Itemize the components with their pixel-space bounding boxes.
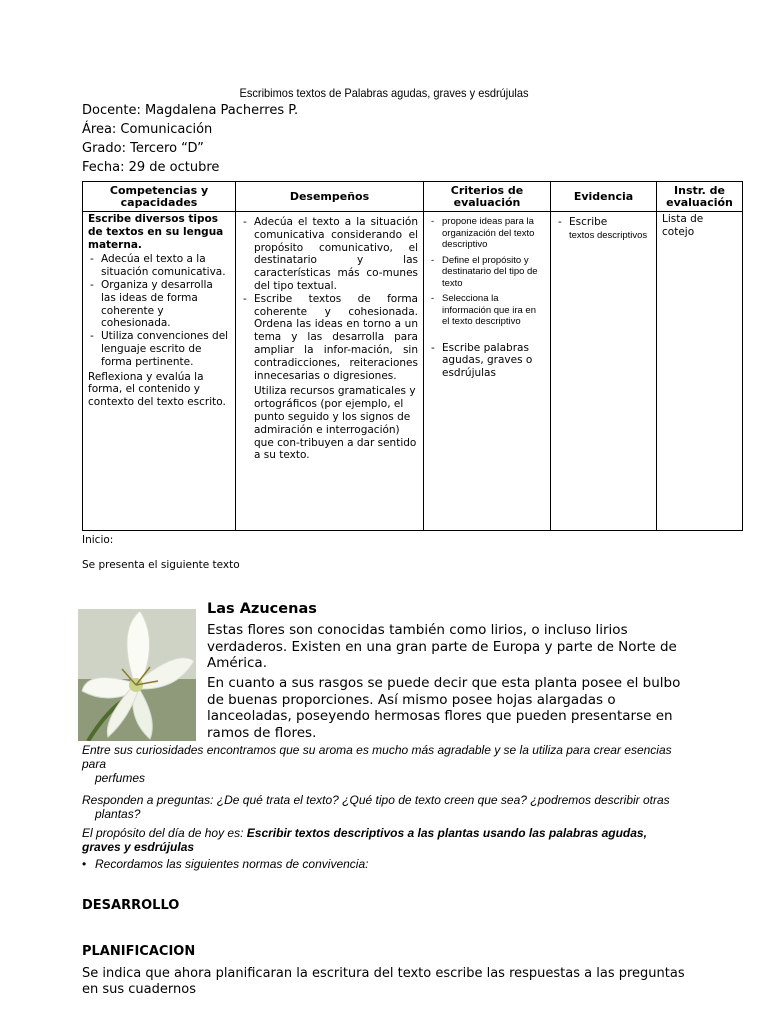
evidencia-list xyxy=(556,216,651,242)
story-paragraph-1: Estas flores son conocidas también como lirios, o incluso lirios verdaderos. Existen en una gran parte de Europa y parte de Norte de América. xyxy=(207,622,677,671)
curiosidades-line-1: Entre sus curiosidades encontramos que su aroma es mucho más agradable y se la utiliza para crear esencias para xyxy=(82,743,672,771)
preguntas-line-1: Responden a preguntas: ¿De qué trata el texto? ¿Qué tipo de texto creen que sea? ¿podremos describir otras xyxy=(82,793,670,807)
capacidades-list xyxy=(88,253,230,368)
header-desempenos: Desempeños xyxy=(236,182,424,212)
list-item: - propone ideas para la organización del texto descriptivo xyxy=(429,216,545,251)
proposito-prefix: El propósito del día de hoy es: xyxy=(82,826,247,840)
header-criterios: Criterios de evaluación xyxy=(424,182,551,212)
list-item xyxy=(556,216,651,242)
preguntas-text xyxy=(82,793,682,821)
header-evidencia: Evidencia xyxy=(551,182,657,212)
header-instrumento: Instr. de evaluación xyxy=(657,182,743,212)
story-paragraph-2: En cuanto a sus rasgos se puede decir que esta planta posee el bulbo de buenas proporciones. Así mismo posee hojas alargadas o lanceoladas, poseyendo hermosas flores que pueden presentarse en ramos de flores. xyxy=(207,675,681,741)
planning-table xyxy=(82,181,743,531)
list-item: - Adecúa el texto a la situación comunicativa. xyxy=(88,253,230,279)
inicio-label: Inicio: xyxy=(82,534,114,546)
grado-line: Grado: Tercero “D” xyxy=(82,141,204,156)
evidencia-small: textos descriptivos xyxy=(569,229,648,241)
desempenos-list xyxy=(241,216,418,382)
preguntas-line-2: plantas? xyxy=(95,807,141,821)
desempeno-extra: Utiliza recursos gramaticales y ortográficos (por ejemplo, el punto seguido y los signos de admiración e interrogación) que con-tribuyen a dar sentido a su texto. xyxy=(254,385,417,462)
fecha-line: Fecha: 29 de octubre xyxy=(82,160,220,175)
list-item: - Organiza y desarrolla las ideas de forma coherente y cohesionada. xyxy=(88,279,230,330)
normas-text: Recordamos las siguientes normas de convivencia: xyxy=(95,857,369,871)
list-item: - Selecciona la información que ira en el texto descriptivo xyxy=(429,293,545,328)
header-competencias: Competencias y capacidades xyxy=(83,182,236,212)
list-item: - Escribe palabras agudas, graves o esdrújulas xyxy=(429,342,545,380)
evidencia-text: Escribe xyxy=(569,216,608,228)
cell-instrumento: Lista de cotejo xyxy=(657,212,743,531)
criterios-list xyxy=(429,216,545,328)
section-desarrollo: DESARROLLO xyxy=(82,898,180,913)
section-planificacion: PLANIFICACION xyxy=(82,944,196,959)
proposito-text xyxy=(82,826,682,854)
proposito-bold: Escribir textos descriptivos a las plantas usando las palabras agudas, graves y esdrújulas xyxy=(82,826,647,854)
story-title: Las Azucenas xyxy=(207,601,317,617)
bullet-icon: • xyxy=(82,857,87,871)
criterios-list-extra xyxy=(429,342,545,380)
final-instruction: Se indica que ahora planificaran la escritura del texto escribe las respuestas a las preguntas en sus cuadernos xyxy=(82,966,685,997)
list-item: - Escribe textos de forma coherente y cohesionada. Ordena las ideas en torno a un tema y las desarrolla para ampliar la infor-mación, sin contradicciones, reiteraciones innecesarias o digresiones. xyxy=(241,293,418,383)
curiosidades-text xyxy=(82,743,682,785)
cell-competencias xyxy=(83,212,236,531)
competencia-extra: Reflexiona y evalúa la forma, el contenido y contexto del texto escrito. xyxy=(88,370,226,409)
list-item: - Utiliza convenciones del lenguaje escrito de forma pertinente. xyxy=(88,330,230,368)
cell-evidencia xyxy=(551,212,657,531)
list-item: - Define el propósito y destinatario del tipo de texto xyxy=(429,255,545,290)
table-row xyxy=(83,212,743,531)
cell-criterios xyxy=(424,212,551,531)
lily-flower-image xyxy=(78,609,196,741)
curiosidades-line-2: perfumes xyxy=(95,771,146,785)
lily-flower-icon xyxy=(78,609,196,741)
page-title: Escribimos textos de Palabras agudas, graves y esdrújulas xyxy=(239,86,529,100)
competencia-title: Escribe diversos tipos de textos en su lengua materna. xyxy=(88,213,224,251)
intro-text: Se presenta el siguiente texto xyxy=(82,559,240,571)
cell-desempenos xyxy=(236,212,424,531)
table-header-row xyxy=(83,182,743,212)
area-line: Área: Comunicación xyxy=(82,122,213,137)
normas-line xyxy=(82,857,682,871)
list-item: - Adecúa el texto a la situación comunicativa considerando el propósito comunicativo, el destinatario y las características más co-munes del tipo textual. xyxy=(241,216,418,293)
docente-line: Docente: Magdalena Pacherres P. xyxy=(82,103,299,118)
